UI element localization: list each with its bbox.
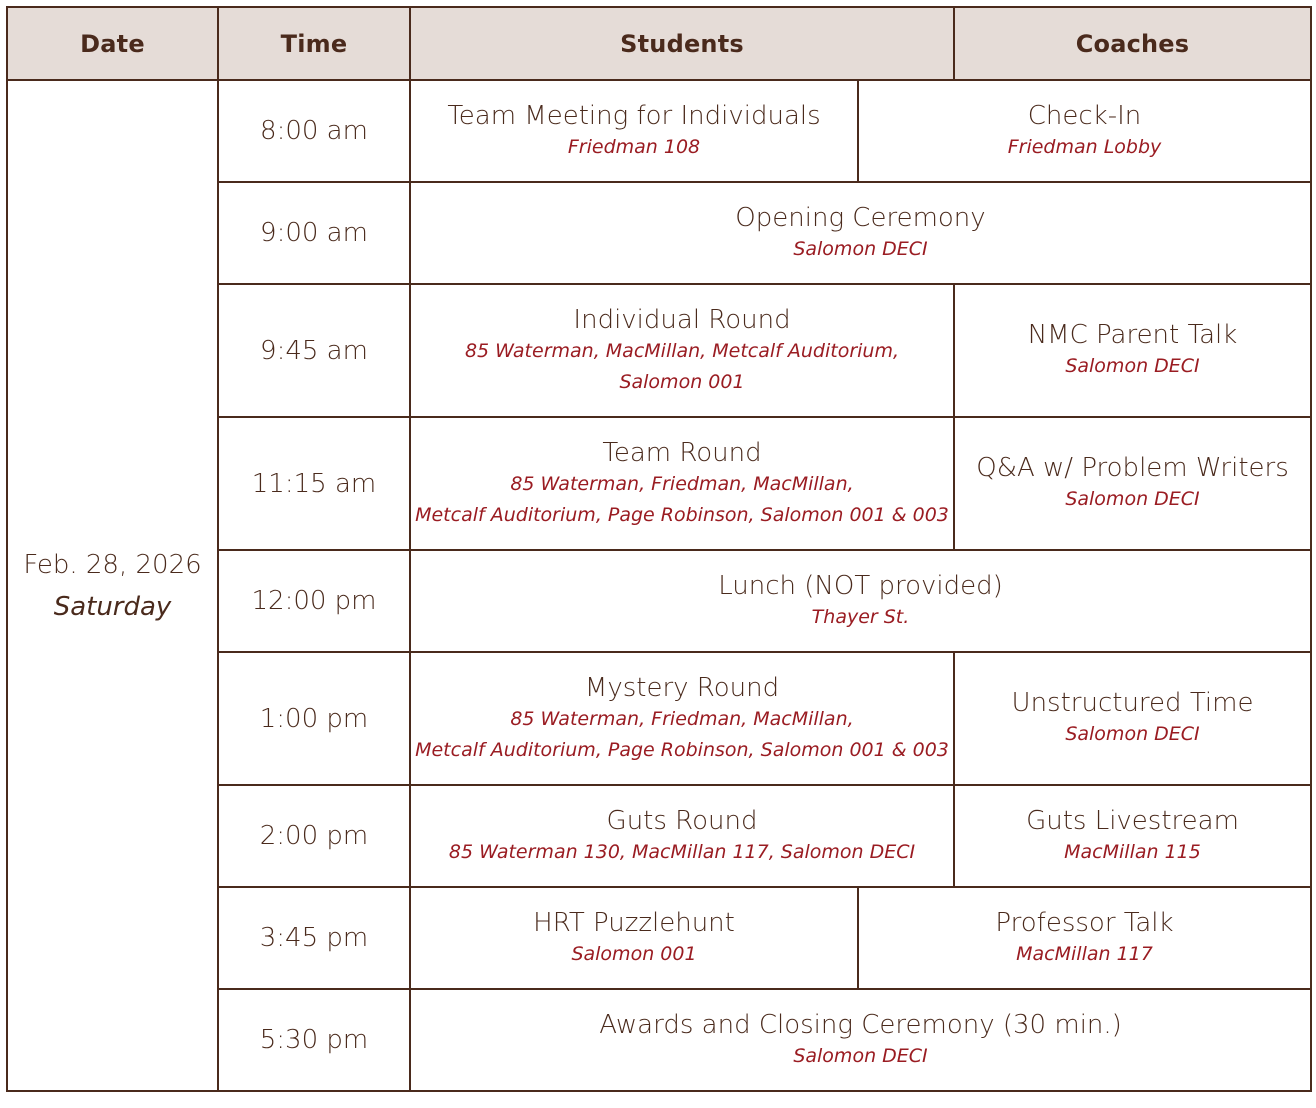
time-cell: 1:00 pm (218, 652, 410, 785)
event-title: HRT Puzzlehunt (533, 907, 735, 938)
event-location: Thayer St. (811, 605, 910, 628)
event-location: Friedman 108 (567, 135, 701, 158)
students-event-cell (410, 887, 858, 989)
event-location: 85 Waterman, MacMillan, Metcalf Auditorium, (464, 339, 900, 362)
shared-event-cell (410, 550, 1311, 652)
date-text: Feb. 28, 2026 (23, 549, 202, 580)
time-cell: 2:00 pm (218, 785, 410, 887)
table-row (7, 80, 1311, 182)
event-location: Salomon DECI (1065, 488, 1200, 510)
students-event-cell (410, 80, 858, 182)
coaches-event-cell (954, 652, 1311, 785)
students-event-cell (410, 652, 954, 785)
event-location: Metcalf Auditorium, Page Robinson, Salomon 001 & 003 (415, 738, 949, 761)
header-row (7, 7, 1311, 80)
day-text: Saturday (53, 591, 172, 622)
students-event-cell (410, 417, 954, 550)
event-location: Salomon 001 (619, 370, 745, 393)
event-title: Awards and Closing Ceremony (30 min.) (599, 1009, 1122, 1040)
coaches-event-cell (954, 785, 1311, 887)
event-title: Individual Round (573, 304, 791, 335)
date-cell (7, 80, 218, 1091)
header-time: Time (218, 7, 410, 80)
event-location: Friedman Lobby (1007, 135, 1162, 158)
event-title: Check-In (1027, 100, 1142, 131)
event-location: 85 Waterman 130, MacMillan 117, Salomon DECI (448, 840, 916, 863)
schedule-table (6, 6, 1312, 1092)
event-location: MacMillan 115 (1064, 840, 1201, 863)
event-title: Lunch (NOT provided) (718, 570, 1003, 601)
header-coaches: Coaches (954, 7, 1311, 80)
shared-event-cell (410, 989, 1311, 1091)
event-location: 85 Waterman, Friedman, MacMillan, (510, 472, 854, 495)
event-location: 85 Waterman, Friedman, MacMillan, (510, 707, 854, 730)
time-cell: 12:00 pm (218, 550, 410, 652)
event-location: Metcalf Auditorium, Page Robinson, Salomon 001 & 003 (415, 503, 949, 526)
event-title: Unstructured Time (1011, 688, 1254, 718)
time-cell: 11:15 am (218, 417, 410, 550)
event-location: Salomon DECI (793, 237, 928, 260)
event-title: Mystery Round (584, 672, 780, 703)
shared-event-cell (410, 182, 1311, 284)
event-location: Salomon DECI (1065, 723, 1200, 745)
coaches-event-cell (858, 80, 1311, 182)
event-title: NMC Parent Talk (1027, 320, 1238, 350)
coaches-event-cell (858, 887, 1311, 989)
event-location: Salomon DECI (793, 1044, 928, 1067)
time-cell: 9:00 am (218, 182, 410, 284)
event-title: Opening Ceremony (735, 202, 986, 233)
coaches-event-cell (954, 284, 1311, 417)
header-students: Students (410, 7, 954, 80)
time-cell: 9:45 am (218, 284, 410, 417)
event-location: Salomon 001 (571, 942, 697, 965)
header-date: Date (7, 7, 218, 80)
event-location: MacMillan 117 (1016, 942, 1153, 965)
students-event-cell (410, 284, 954, 417)
event-title: Guts Round (606, 805, 758, 836)
event-title: Team Meeting for Individuals (447, 100, 821, 131)
event-title: Guts Livestream (1026, 805, 1239, 836)
event-title: Professor Talk (995, 907, 1174, 938)
time-cell: 8:00 am (218, 80, 410, 182)
event-location: Salomon DECI (1065, 355, 1200, 377)
students-event-cell (410, 785, 954, 887)
time-cell: 5:30 pm (218, 989, 410, 1091)
coaches-event-cell (954, 417, 1311, 550)
event-title: Q&A w/ Problem Writers (976, 453, 1289, 483)
time-cell: 3:45 pm (218, 887, 410, 989)
event-title: Team Round (602, 437, 762, 468)
